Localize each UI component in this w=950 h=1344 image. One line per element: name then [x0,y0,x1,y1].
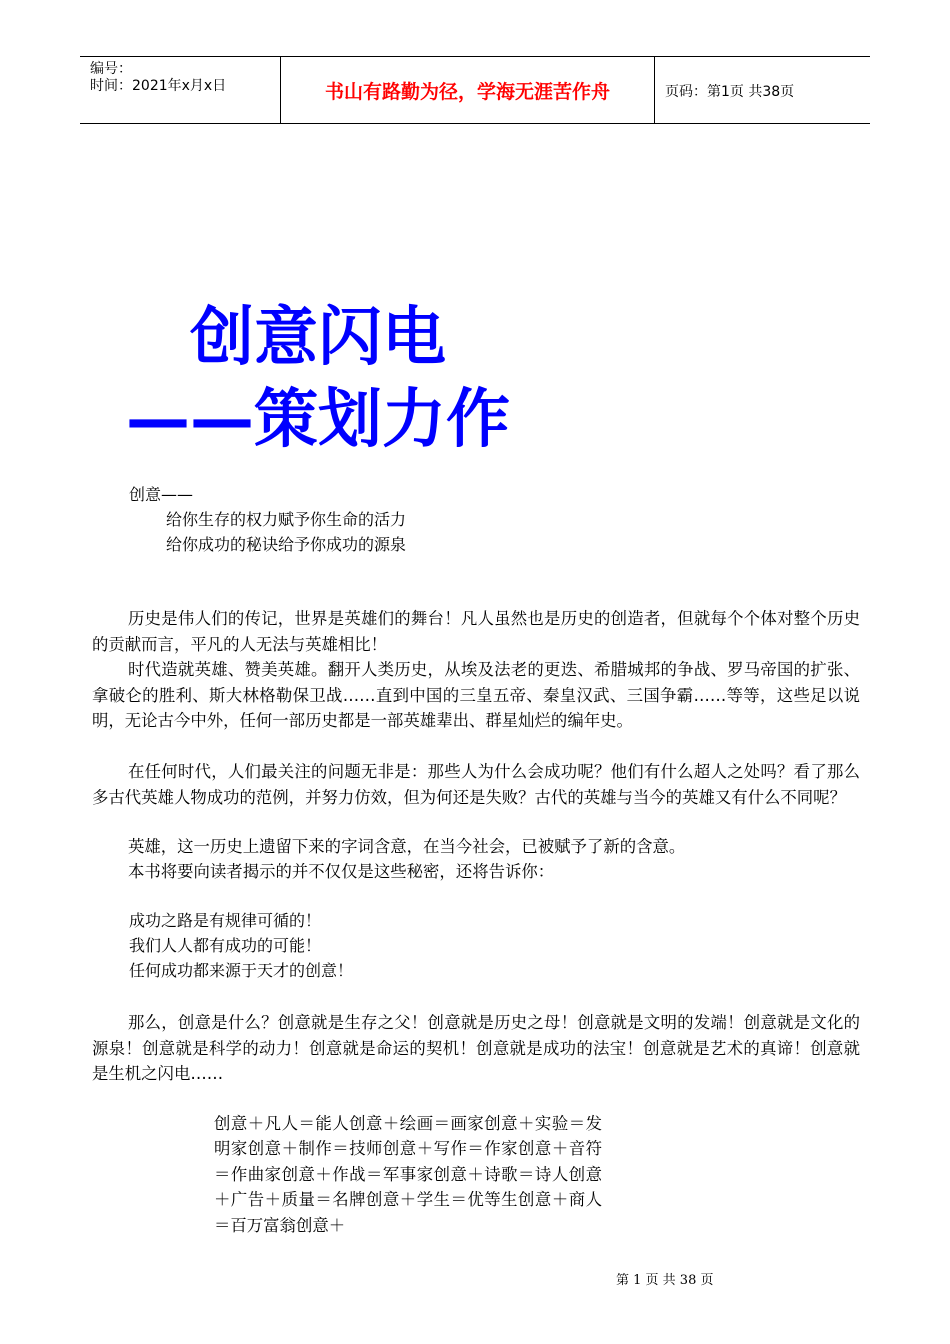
body-paragraph: 历史是伟人们的传记，世界是英雄们的舞台！凡人虽然也是历史的创造者，但就每个个体对整个历史的贡献而言，平凡的人无法与英雄相比！ [92,609,860,654]
header-meta [90,61,280,95]
page-footer: 第 1 页 共 38 页 [616,1273,714,1288]
claim-line: 任何成功都来源于天才的创意！ [129,961,354,980]
claim-line: 成功之路是有规律可循的！ [129,911,322,930]
body-paragraph: 时代造就英雄、赞美英雄。翻开人类历史，从埃及法老的更迭、希腊城邦的争战、罗马帝国的扩张、拿破仑的胜利、斯大林格勒保卫战……直到中国的三皇五帝、秦皇汉武、三国争霸……等等，这些足以说明，无论古今中外，任何一部历史都是一部英雄辈出、群星灿烂的编年史。 [92,660,860,731]
intro-lead: 创意—— [129,485,194,504]
header-page-label: 页码：第1页 共38页 [665,84,795,100]
number-label: 编号： [90,61,132,77]
document-subtitle: ——策划力作 [126,383,510,457]
body-paragraph: 英雄，这一历史上遗留下来的字词含意，在当今社会，已被赋予了新的含意。 [128,837,686,856]
claim-line: 我们人人都有成功的可能！ [129,936,322,955]
closing-paragraph: 那么，创意是什么？创意就是生存之父！创意就是历史之母！创意就是文明的发端！创意就是文化的源泉！创意就是科学的动力！创意就是命运的契机！创意就是成功的法宝！创意就是艺术的真谛！创意就是生机之闪电…… [92,1013,860,1084]
time-label: 时间：2021年x月x日 [90,78,227,94]
header-motto: 书山有路勤为径，学海无涯苦作舟 [324,80,610,103]
page-header [80,56,870,124]
intro-line: 给你生存的权力赋予你生命的活力 [166,510,407,529]
header-divider [654,57,655,123]
intro-line: 给你成功的秘诀给予你成功的源泉 [166,535,407,554]
formula-block: 创意＋凡人＝能人创意＋绘画＝画家创意＋实验＝发明家创意＋制作＝技师创意＋写作＝作家创意＋音符＝作曲家创意＋作战＝军事家创意＋诗歌＝诗人创意＋广告＋质量＝名牌创意＋学生＝优等生创意＋商人＝百万富翁创意＋ [214,1114,602,1235]
document-title: 创意闪电 [190,301,446,375]
body-paragraph: 在任何时代，人们最关注的问题无非是：那些人为什么会成功呢？他们有什么超人之处吗？看了那么多古代英雄人物成功的范例，并努力仿效，但为何还是失败？古代的英雄与当今的英雄又有什么不同呢？ [92,762,860,807]
body-paragraph: 本书将要向读者揭示的并不仅仅是这些秘密，还将告诉你： [128,862,555,881]
